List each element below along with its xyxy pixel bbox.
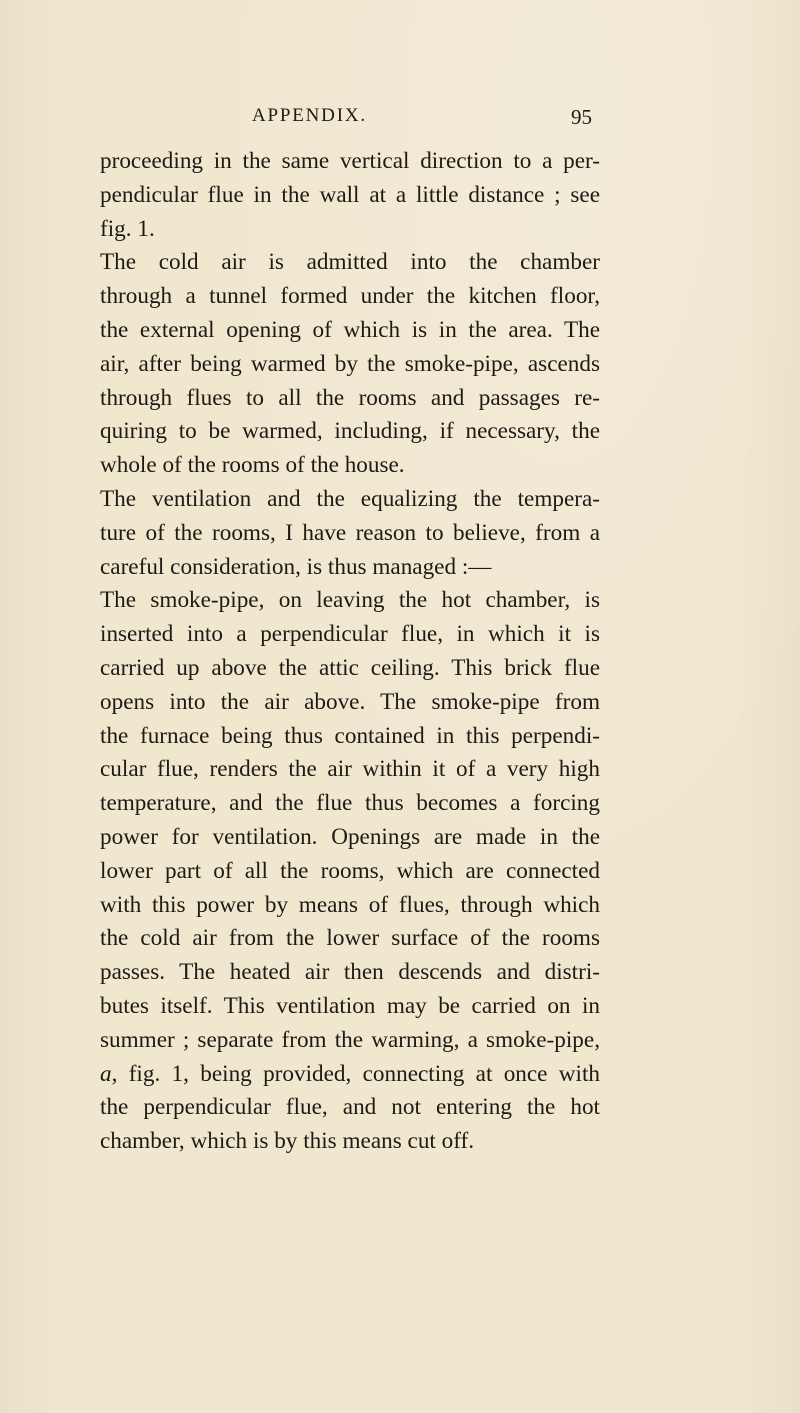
- text-line: opens into the air above. The smoke-pipe from: [100, 688, 600, 715]
- text-line: the external opening of which is in the area. The: [100, 316, 600, 343]
- page-header: [252, 105, 592, 135]
- text-line: whole of the rooms of the house.: [100, 452, 405, 479]
- text-line: passes. The heated air then descends and distri-: [100, 959, 600, 986]
- text-line: pendicular flue in the wall at a little distance ; see: [100, 181, 600, 208]
- text-line: through a tunnel formed under the kitchen floor,: [100, 283, 600, 310]
- text-line: butes itself. This ventilation may be carried on in: [100, 992, 600, 1019]
- text-line: proceeding in the same vertical direction to a per-: [100, 148, 600, 174]
- text-line: through flues to all the rooms and passages re-: [100, 384, 600, 411]
- text-line: careful consideration, is thus managed :—: [100, 553, 492, 580]
- text-line: summer ; separate from the warming, a smoke-pipe,: [100, 1026, 600, 1053]
- text-line: temperature, and the flue thus becomes a forcing: [100, 790, 600, 817]
- text-line: air, after being warmed by the smoke-pipe, ascends: [100, 350, 600, 377]
- page-number: 95: [571, 105, 592, 129]
- text-line: power for ventilation. Openings are made in the: [100, 823, 600, 850]
- text-line: quiring to be warmed, including, if necessary, the: [100, 418, 600, 445]
- text-line-remainder: , fig. 1, being provided, connecting at once with: [111, 1060, 600, 1087]
- text-line: the cold air from the lower surface of the rooms: [100, 925, 600, 952]
- fig-letter-a: a: [100, 1060, 112, 1087]
- text-line: inserted into a perpendicular flue, in which it is: [100, 621, 600, 648]
- running-head: APPENDIX.: [252, 105, 367, 126]
- text-line-with-fig-ref: [100, 1058, 600, 1092]
- text-line: ture of the rooms, I have reason to believe, from a: [100, 519, 600, 546]
- text-line: the furnace being thus contained in this perpendi-: [100, 722, 600, 749]
- text-line: cular flue, renders the air within it of a very high: [100, 756, 600, 783]
- text-line: with this power by means of flues, through which: [100, 891, 600, 918]
- text-line: fig. 1.: [100, 215, 155, 242]
- text-line: The cold air is admitted into the chamber: [100, 249, 600, 276]
- text-line: The ventilation and the equalizing the tempera-: [100, 485, 600, 512]
- text-line: the perpendicular flue, and not entering the hot: [100, 1094, 600, 1121]
- body-text: [100, 145, 600, 1159]
- text-line: The smoke-pipe, on leaving the hot chamber, is: [100, 587, 600, 614]
- text-line: chamber, which is by this means cut off.: [100, 1128, 475, 1155]
- text-line: lower part of all the rooms, which are connected: [100, 857, 600, 884]
- text-line: carried up above the attic ceiling. This brick flue: [100, 654, 600, 681]
